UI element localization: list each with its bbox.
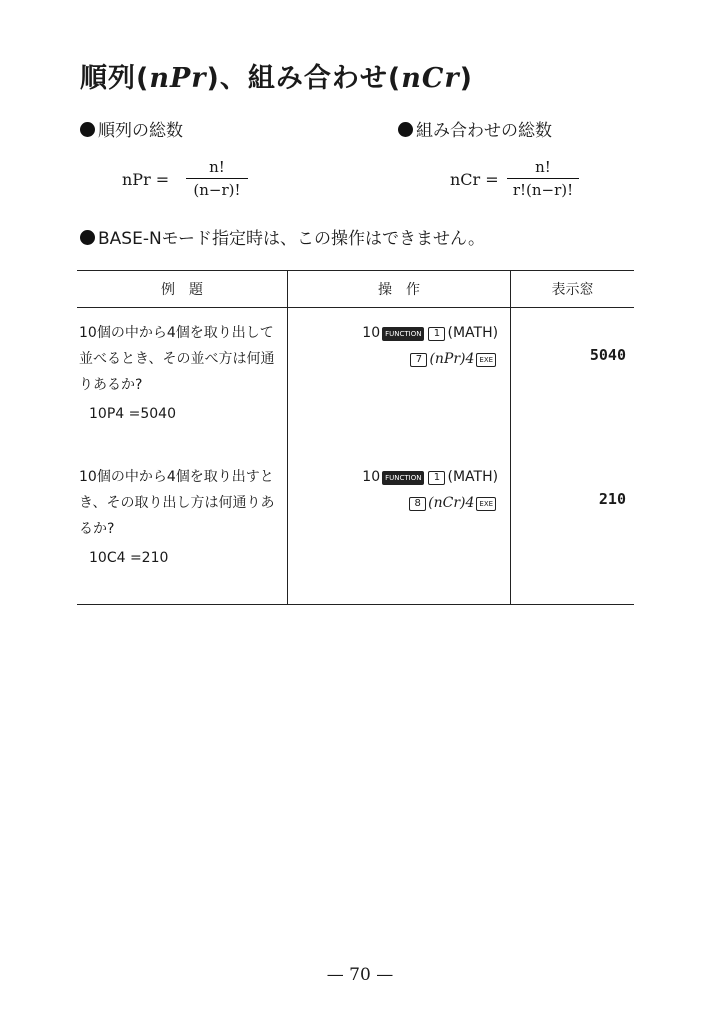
example-cell [77,452,288,605]
operation-text: (MATH) [447,325,499,341]
display-cell [511,308,634,453]
operation-text: 10 [362,325,381,341]
question-line: 並べるとき、その並べ方は何通 [79,351,275,367]
bullet-icon [398,122,413,137]
permutation-fraction [186,158,248,199]
answer-text: 10P4 =5040 [89,406,176,422]
combination-fraction [507,158,579,199]
header-display: 表示窓 [511,271,634,308]
answer-text: 10C4 =210 [89,550,169,566]
header-operation: 操 作 [288,271,511,308]
key-8-icon: 8 [409,497,426,511]
operation-cell [288,308,511,453]
function-key-icon: FUNCTION [382,327,424,341]
title-ncr: nCr [401,63,460,94]
operation-text: (MATH) [447,469,499,485]
permutation-denominator: (n−r)! [186,178,248,199]
operation-line [288,346,498,372]
bullet-icon [80,122,95,137]
display-cell [511,452,634,605]
operation-steps [288,308,510,372]
title-part: 順列( [80,63,150,94]
key-7-icon: 7 [410,353,427,367]
question-line: 10個の中から4個を取り出すと [79,469,274,485]
permutation-lhs: nPr = [122,170,170,189]
exe-key-icon: EXE [476,353,496,367]
example-table [77,270,634,605]
operation-line [288,490,498,516]
display-value: 210 [598,490,626,508]
combination-numerator: n! [535,158,551,176]
table-row [77,308,634,453]
combination-heading [398,116,552,141]
page-title [80,56,473,95]
operation-line [288,464,498,490]
example-cell [77,308,288,453]
exe-key-icon: EXE [476,497,496,511]
question-text [77,308,287,398]
header-example: 例 題 [77,271,288,308]
operation-text: (nPr)4 [429,351,475,367]
question-text [77,452,287,542]
base-n-note [80,224,485,249]
key-1-icon: 1 [428,471,445,485]
combination-lhs: nCr = [450,170,499,189]
operation-line [288,320,498,346]
base-n-note-text: BASE-Nモード指定時は、この操作はできません。 [98,229,486,249]
display-value: 5040 [589,346,626,364]
function-key-icon: FUNCTION [382,471,424,485]
operation-steps [288,452,510,516]
question-line: 10個の中から4個を取り出して [79,325,274,341]
operation-text: 10 [362,469,381,485]
bullet-icon [80,230,95,245]
combination-denominator: r!(n−r)! [507,178,579,199]
key-1-icon: 1 [428,327,445,341]
operation-cell [288,452,511,605]
operation-text: (nCr)4 [428,495,475,511]
permutation-heading [80,116,183,141]
title-part: )、組み合わせ( [206,63,402,94]
title-part: ) [459,63,473,94]
page-number: — 70 — [326,965,394,985]
permutation-heading-text: 順列の総数 [98,121,183,141]
table-header-row [77,271,634,308]
combination-heading-text: 組み合わせの総数 [416,121,552,141]
permutation-numerator: n! [209,158,225,176]
question-line: りあるか? [79,377,143,393]
question-line: き、その取り出し方は何通りあ [79,495,275,511]
question-line: るか? [79,521,115,537]
table-row [77,452,634,605]
title-npr: nPr [149,63,207,94]
